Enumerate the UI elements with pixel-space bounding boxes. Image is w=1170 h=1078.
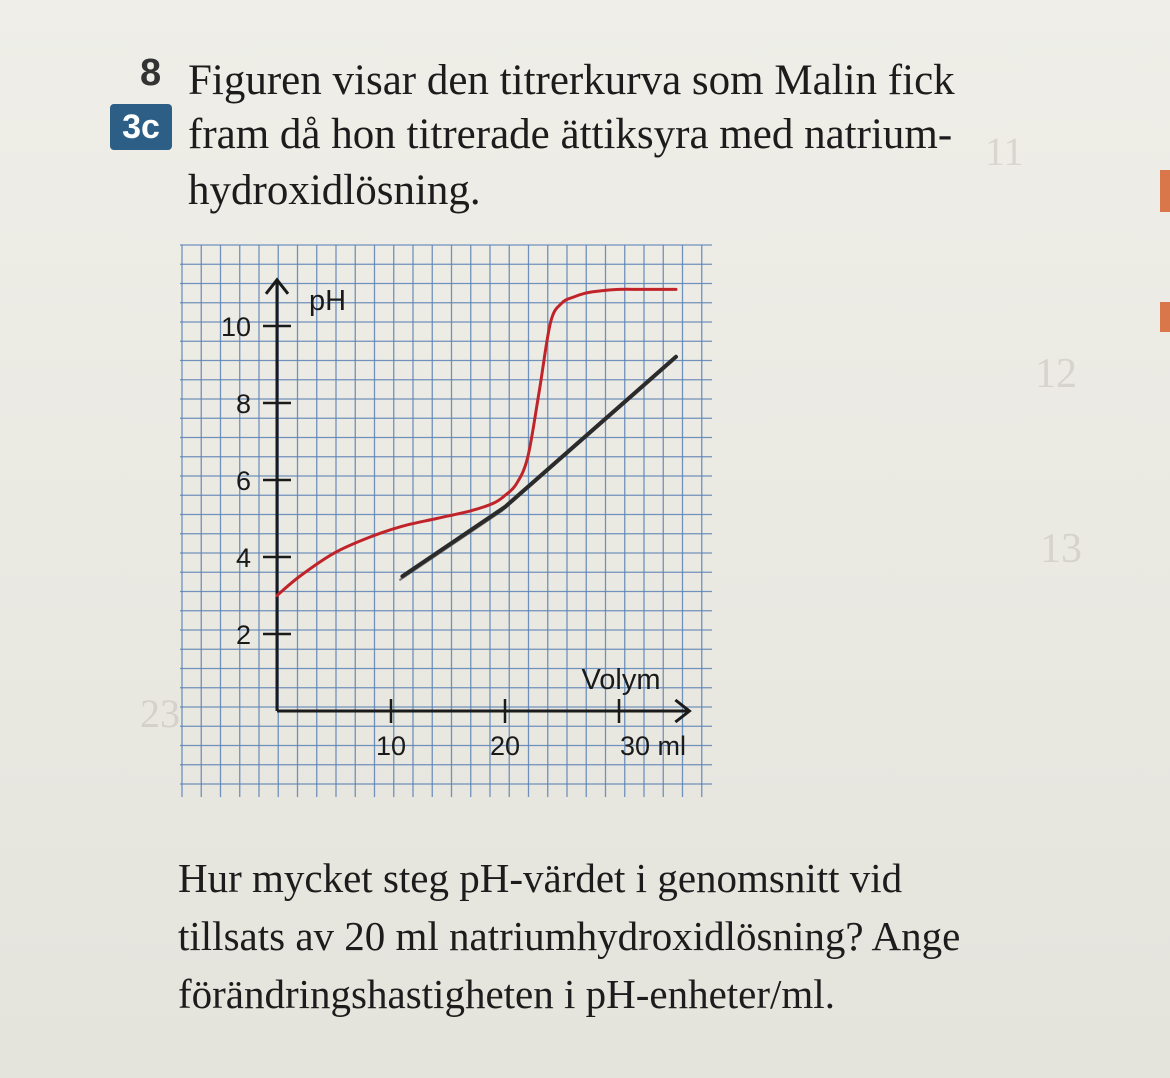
problem-text-line: fram då hon titrerade ättiksyra med natrium- [188,111,953,158]
y-tick-label: 10 [220,312,251,342]
y-tick-label: 8 [235,389,251,419]
x-tick-label: 10 [375,731,407,761]
x-tick-label: 20 [489,731,521,761]
x-axis-label: Volym [581,664,661,696]
show-through-text: 12 [1035,351,1077,397]
show-through-text: 13 [1040,526,1082,572]
show-through-text: 11 [985,129,1024,174]
grid [180,245,712,797]
axis-labels [309,285,660,696]
show-through-text: 23 [140,691,180,736]
y-tick-label: 6 [235,466,251,496]
question-text-line: Hur mycket steg pH-värdet i genomsnitt vid [178,855,903,901]
y-axis-label: pH [309,284,347,317]
problem-text-line: hydroxidlösning. [188,167,481,214]
axes [266,280,689,722]
titration-curve-line [277,289,676,595]
question-text-line: förändringshastigheten i pH-enheter/ml. [178,971,835,1017]
y-tick-label: 2 [235,620,251,650]
y-tick-label: 4 [235,543,251,573]
problem-text-line: Figuren visar den titrerkurva som Malin fick [188,57,955,104]
x-tick-label: 30 ml [619,731,687,761]
series [277,289,676,595]
difficulty-badge: 3c [110,104,172,150]
question-text-line: tillsats av 20 ml natriumhydroxidlösning? Ange [178,913,961,959]
problem-number: 8 [140,52,162,94]
